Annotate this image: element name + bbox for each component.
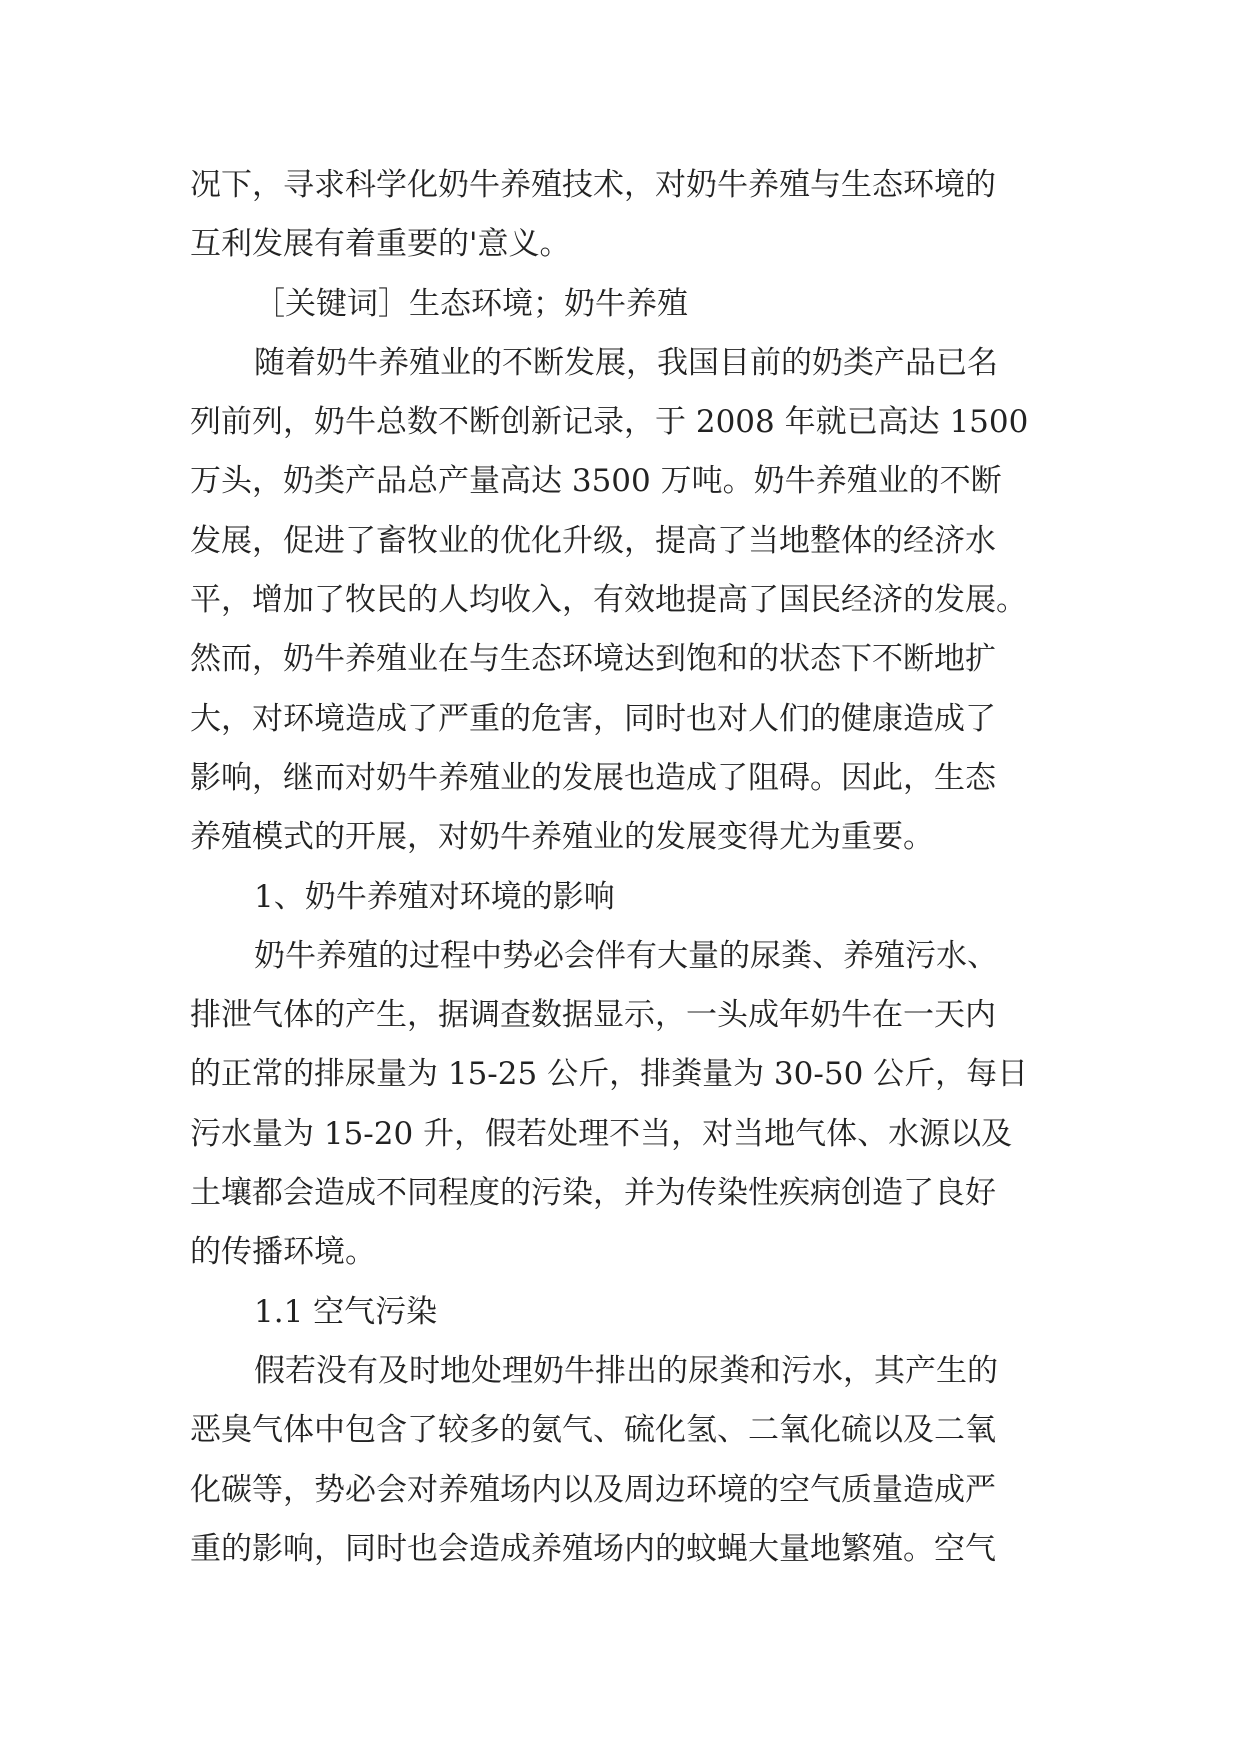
text-line: 土壤都会造成不同程度的污染，并为传染性疾病创造了良好 — [190, 1175, 996, 1212]
text-line: 化碳等，势必会对养殖场内以及周边环境的空气质量造成严 — [190, 1471, 996, 1508]
text-line: 奶牛养殖的过程中势必会伴有大量的尿粪、养殖污水、 — [254, 937, 998, 974]
text-line: 的传播环境。 — [190, 1234, 376, 1271]
text-line: 随着奶牛养殖业的不断发展，我国目前的奶类产品已名 — [254, 344, 998, 381]
text-line: 大，对环境造成了严重的危害，同时也对人们的健康造成了 — [190, 700, 996, 737]
text-line: 影响，继而对奶牛养殖业的发展也造成了阻碍。因此，生态 — [190, 759, 996, 796]
text-line: 污水量为 15-20 升，假若处理不当，对当地气体、水源以及 — [190, 1115, 1013, 1152]
text-line: 养殖模式的开展，对奶牛养殖业的发展变得尤为重要。 — [190, 819, 934, 856]
text-line: 发展，促进了畜牧业的优化升级，提高了当地整体的经济水 — [190, 522, 996, 559]
text-line: 排泄气体的产生，据调查数据显示，一头成年奶牛在一天内 — [190, 997, 996, 1034]
text-line: 列前列，奶牛总数不断创新记录，于 2008 年就已高达 1500 — [190, 404, 1029, 441]
text-line: 互利发展有着重要的'意义。 — [190, 226, 571, 263]
text-line: 平，增加了牧民的人均收入，有效地提高了国民经济的发展。 — [190, 582, 1027, 619]
text-line: 恶臭气体中包含了较多的氨气、硫化氢、二氧化硫以及二氧 — [190, 1412, 996, 1449]
text-line: 然而，奶牛养殖业在与生态环境达到饱和的状态下不断地扩 — [190, 641, 996, 678]
text-line: 假若没有及时地处理奶牛排出的尿粪和污水，其产生的 — [254, 1352, 998, 1389]
text-line: 的正常的排尿量为 15-25 公斤，排粪量为 30-50 公斤，每日 — [190, 1056, 1029, 1093]
section-heading: 1、奶牛养殖对环境的影响 — [254, 878, 615, 915]
text-line: 况下，寻求科学化奶牛养殖技术，对奶牛养殖与生态环境的 — [190, 167, 996, 203]
subsection-heading: 1.1 空气污染 — [254, 1293, 438, 1330]
keywords-line: ［关键词］生态环境；奶牛养殖 — [254, 285, 688, 322]
text-line: 重的影响，同时也会造成养殖场内的蚊蝇大量地繁殖。空气 — [190, 1530, 996, 1567]
document-body — [190, 156, 1050, 1579]
text-line: 万头，奶类产品总产量高达 3500 万吨。奶牛养殖业的不断 — [190, 463, 1002, 500]
